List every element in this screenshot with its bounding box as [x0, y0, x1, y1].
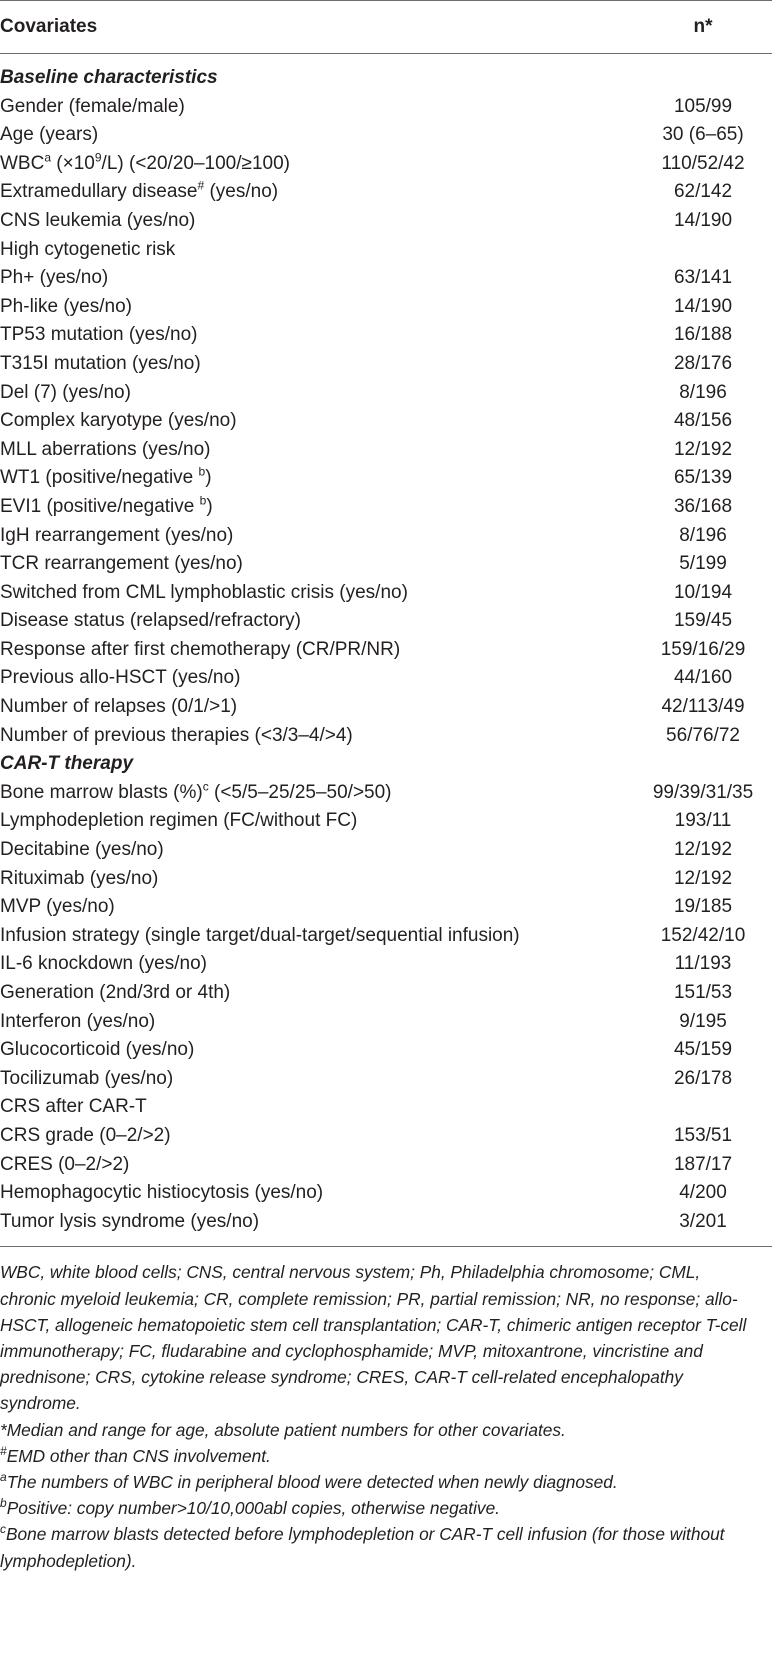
footnote-text: The numbers of WBC in peripheral blood were detected when newly diagnosed. [6, 1471, 618, 1492]
table-row [0, 722, 772, 751]
table-row [0, 493, 772, 522]
row-label: Generation (2nd/3rd or 4th) [0, 982, 231, 1003]
row-label: Number of previous therapies (<3/3–4/>4) [0, 724, 353, 746]
header-n: n* [693, 16, 713, 37]
table-row [0, 1208, 772, 1237]
row-label: Glucocorticoid (yes/no) [0, 1039, 195, 1061]
table-header [0, 1, 772, 53]
row-label: Complex karyotype (yes/no) [0, 410, 237, 432]
row-label: High cytogenetic risk [0, 238, 176, 260]
table-body [0, 54, 772, 1236]
table-row [0, 1122, 772, 1151]
footnote [0, 1417, 754, 1443]
table-row [0, 464, 772, 493]
label-text: /L) (<20/20–100/≥100) [101, 152, 290, 174]
row-label: MLL aberrations (yes/no) [0, 438, 211, 460]
table-row [0, 207, 772, 236]
row-value: 105/99 [673, 95, 733, 117]
row-value: 19/185 [673, 896, 733, 918]
label-text: EVI1 (positive/negative [0, 495, 200, 517]
row-value: 14/190 [673, 295, 733, 317]
row-value: 99/39/31/35 [652, 781, 754, 803]
label-text: ) [206, 495, 213, 517]
table-row [0, 1008, 772, 1037]
row-label: Rituximab (yes/no) [0, 867, 159, 889]
table-row [0, 436, 772, 465]
table-row [0, 1036, 772, 1065]
row-value: 36/168 [673, 495, 733, 517]
row-value: 44/160 [673, 667, 733, 689]
table-row [0, 522, 772, 551]
label-text: (<5/5–25/25–50/>50) [208, 781, 392, 803]
table-row [0, 293, 772, 322]
table-row [0, 550, 772, 579]
row-value: 9/195 [679, 1010, 727, 1032]
bottom-rule [0, 1246, 772, 1247]
table-row [0, 321, 772, 350]
table-row [0, 1179, 772, 1208]
row-label: T315I mutation (yes/no) [0, 352, 201, 374]
row-label: Infusion strategy (single target/dual-target/sequential infusion) [0, 924, 520, 946]
row-label: Number of relapses (0/1/>1) [0, 696, 238, 718]
row-value: 14/190 [673, 209, 733, 231]
row-value: 26/178 [673, 1067, 733, 1089]
footnote-text: Bone marrow blasts detected before lymphodepletion or CAR-T cell infusion (for those without lymphodepletion). [0, 1524, 725, 1571]
superscript: b [198, 464, 206, 479]
table-row [0, 264, 772, 293]
row-value: 11/193 [674, 953, 732, 975]
row-label: Tocilizumab (yes/no) [0, 1067, 174, 1089]
row-value: 16/188 [673, 324, 733, 346]
table-row [0, 893, 772, 922]
table-row [0, 693, 772, 722]
row-label [0, 779, 392, 808]
footnote [0, 1495, 754, 1521]
label-text: WBC [0, 152, 45, 174]
row-value: 30 (6–65) [662, 124, 744, 146]
row-value: 12/192 [673, 438, 733, 460]
row-label: Disease status (relapsed/refractory) [0, 610, 301, 632]
section-heading [0, 64, 772, 93]
table-row [0, 836, 772, 865]
label-text: (×10 [51, 152, 95, 174]
row-label: IL-6 knockdown (yes/no) [0, 953, 207, 975]
label-text: (yes/no) [204, 181, 279, 203]
table-row [0, 350, 772, 379]
table-row [0, 1093, 772, 1122]
row-value: 62/142 [673, 181, 733, 203]
table-row [0, 807, 772, 836]
superscript: c [202, 779, 209, 794]
label-text: WT1 (positive/negative [0, 467, 199, 489]
row-value: 8/196 [679, 381, 727, 403]
row-value: 110/52/42 [661, 152, 745, 174]
row-label: Lymphodepletion regimen (FC/without FC) [0, 810, 358, 832]
footnote [0, 1521, 754, 1573]
footnote-text: WBC, white blood cells; CNS, central nervous system; Ph, Philadelphia chromosome; CML, chronic myeloid leukemia; CR, complete remission; PR, partial remission; NR, no response; allo-HSCT, allogeneic hematopoietic stem cell transplantation; CAR-T, chimeric antigen receptor T-cell immunotherapy; FC, fludarabine and cyclophosphamide; MVP, mitoxantrone, vincristine and prednisone; CRS, cytokine release syndrome; CRES, CAR-T cell-related encephalopathy syndrome. [0, 1262, 747, 1414]
row-value: 159/16/29 [660, 638, 746, 660]
row-value: 65/139 [673, 467, 733, 489]
table-row [0, 607, 772, 636]
label-text: Extramedullary disease [0, 181, 198, 203]
table-row [0, 579, 772, 608]
table-row [0, 922, 772, 951]
table-row [0, 950, 772, 979]
row-label: TP53 mutation (yes/no) [0, 324, 198, 346]
footnote-mark: a [0, 1470, 7, 1485]
row-label: Baseline characteristics [0, 67, 218, 88]
section-heading [0, 750, 772, 779]
footnote [0, 1469, 754, 1495]
row-value: 12/192 [673, 839, 733, 861]
row-label: CRS after CAR-T [0, 1096, 147, 1118]
row-value: 3/201 [679, 1210, 727, 1232]
row-label: Age (years) [0, 124, 99, 146]
row-label [0, 493, 213, 522]
footnote-mark: b [0, 1496, 7, 1511]
table-row [0, 1151, 772, 1180]
row-label: Tumor lysis syndrome (yes/no) [0, 1210, 260, 1232]
footnote-text: EMD other than CNS involvement. [6, 1445, 271, 1466]
row-value: 187/17 [673, 1153, 733, 1175]
table-row [0, 1065, 772, 1094]
row-value: 56/76/72 [666, 724, 740, 746]
footnote [0, 1259, 754, 1416]
table-footnotes [0, 1259, 772, 1573]
row-value: 4/200 [679, 1182, 727, 1204]
table-row [0, 865, 772, 894]
row-label: Interferon (yes/no) [0, 1010, 156, 1032]
superscript: b [199, 493, 207, 508]
table-row [0, 121, 772, 150]
row-label [0, 150, 290, 179]
table-row [0, 779, 772, 808]
table-row [0, 979, 772, 1008]
footnote-text: *Median and range for age, absolute patient numbers for other covariates. [0, 1419, 566, 1440]
row-value: 193/11 [674, 810, 732, 832]
row-label: MVP (yes/no) [0, 896, 115, 918]
row-label: CNS leukemia (yes/no) [0, 209, 196, 231]
table-row [0, 150, 772, 179]
row-value: 152/42/10 [660, 924, 746, 946]
superscript: # [197, 179, 205, 194]
label-text: ) [205, 467, 212, 489]
table-row [0, 664, 772, 693]
table-row [0, 407, 772, 436]
table-row [0, 93, 772, 122]
row-label: Ph-like (yes/no) [0, 295, 132, 317]
row-value: 48/156 [673, 410, 733, 432]
footnote-text: Positive: copy number>10/10,000abl copies, otherwise negative. [6, 1498, 500, 1519]
row-label: Del (7) (yes/no) [0, 381, 131, 403]
row-value: 63/141 [673, 267, 733, 289]
footnote-mark: # [0, 1444, 7, 1458]
row-label: IgH rearrangement (yes/no) [0, 524, 234, 546]
footnote [0, 1443, 754, 1469]
row-value: 5/199 [679, 553, 727, 575]
row-label: CRES (0–2/>2) [0, 1153, 130, 1175]
row-label: Decitabine (yes/no) [0, 839, 164, 861]
row-value: 8/196 [679, 524, 727, 546]
row-label: Ph+ (yes/no) [0, 267, 109, 289]
row-label: Gender (female/male) [0, 95, 185, 117]
row-value: 12/192 [673, 867, 733, 889]
row-label [0, 464, 212, 493]
row-label: Hemophagocytic histiocytosis (yes/no) [0, 1182, 324, 1204]
row-label: Switched from CML lymphoblastic crisis (yes/no) [0, 581, 408, 603]
row-label [0, 178, 278, 207]
row-label: Response after first chemotherapy (CR/PR/NR) [0, 638, 401, 660]
footnote-mark: c [0, 1522, 6, 1537]
row-value: 28/176 [673, 352, 733, 374]
row-label: CAR-T therapy [0, 753, 134, 775]
row-label: CRS grade (0–2/>2) [0, 1124, 171, 1146]
header-covariates: Covariates [0, 16, 98, 37]
label-text: Bone marrow blasts (%) [0, 781, 203, 803]
row-value: 153/51 [673, 1124, 733, 1146]
row-value: 159/45 [673, 610, 733, 632]
row-label: Previous allo-HSCT (yes/no) [0, 667, 241, 689]
row-label: TCR rearrangement (yes/no) [0, 553, 243, 575]
row-value: 42/113/49 [661, 696, 745, 718]
superscript: a [44, 150, 52, 165]
row-value: 10/194 [673, 581, 733, 603]
table-row [0, 379, 772, 408]
table-row [0, 636, 772, 665]
superscript: 9 [94, 150, 102, 165]
row-value: 151/53 [673, 982, 733, 1003]
row-value: 45/159 [673, 1039, 733, 1061]
table-row [0, 236, 772, 265]
table-row [0, 178, 772, 207]
